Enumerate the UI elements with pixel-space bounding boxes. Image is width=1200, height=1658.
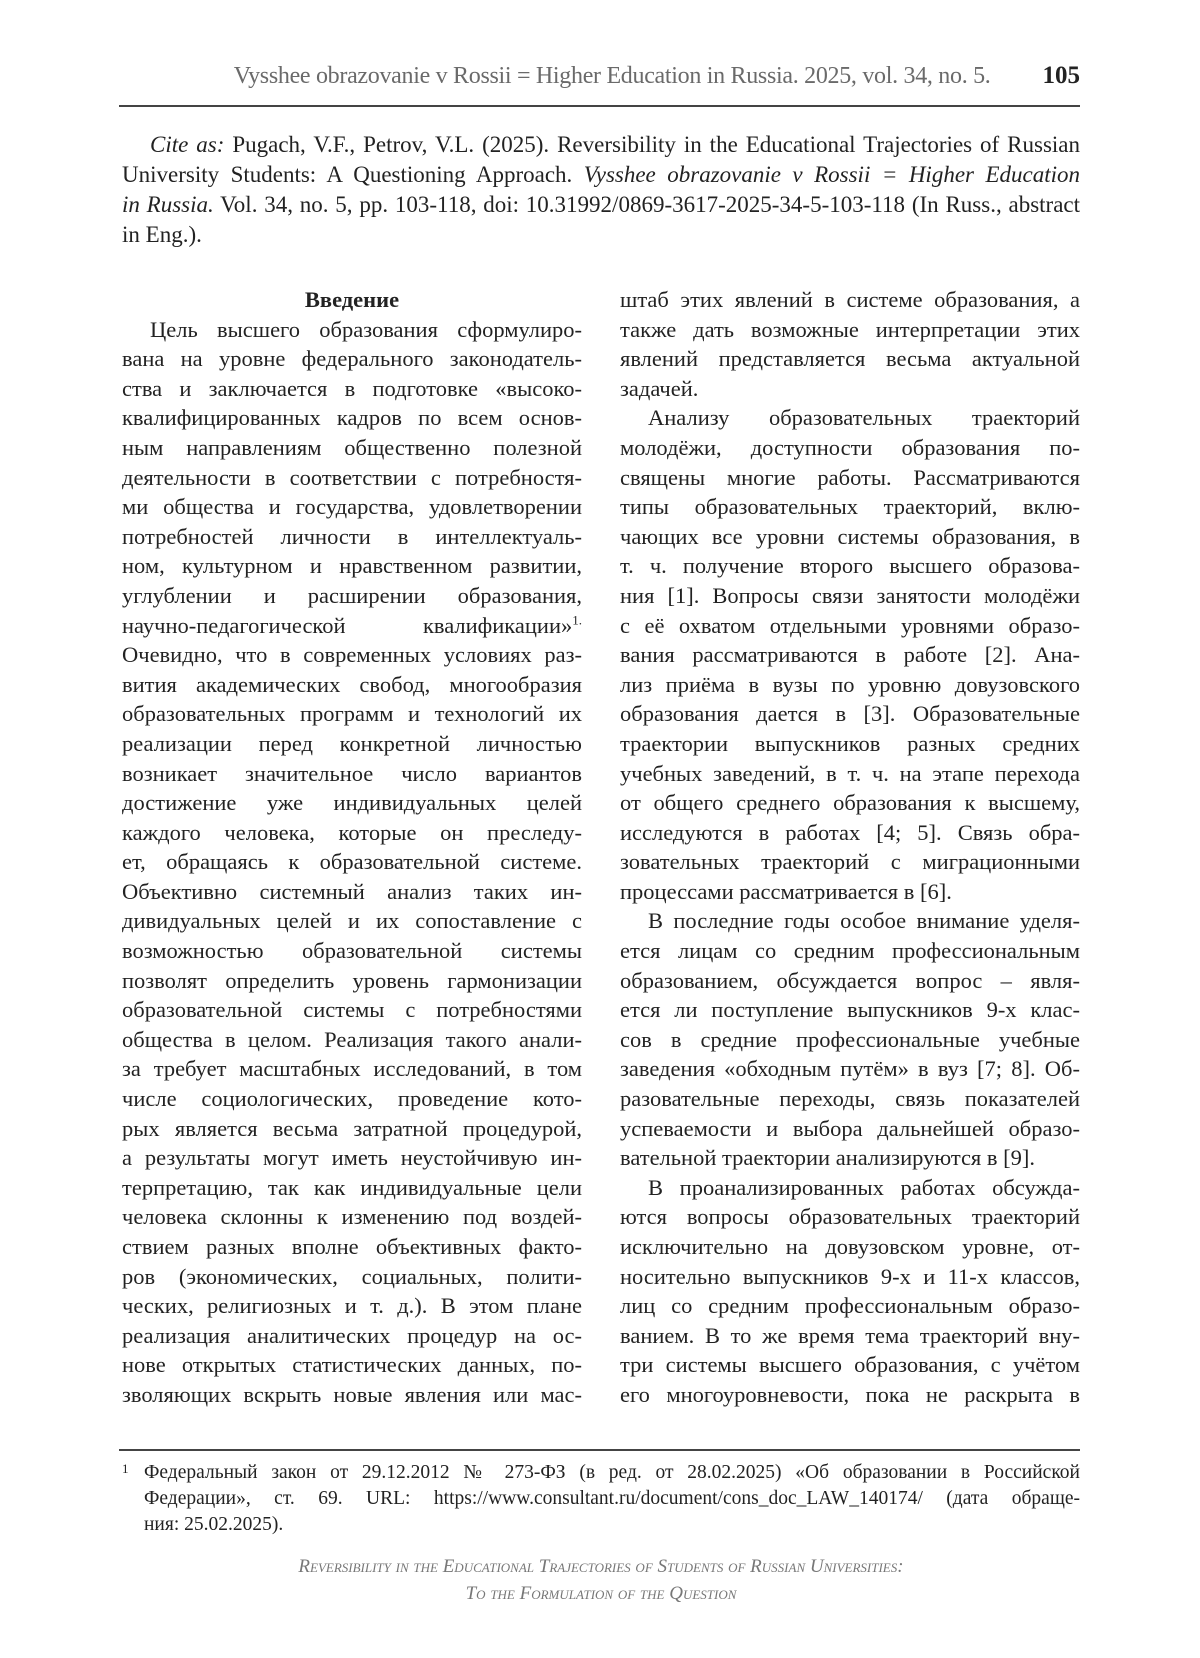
text-line [620,906,1080,936]
citation-journal: Vysshee obrazovanie v Rossii = Higher Education [583,162,1080,187]
line-text: сов в средние профессиональные учебные [620,1026,1080,1052]
footnote-line: ния: 25.02.2025). [144,1514,284,1535]
line-text: с её охватом отдельными уровнями образо- [620,612,1080,638]
footer-title-line: Reversibility in the Educational Trajectories of Students of Russian Universities: [298,1556,904,1577]
line-text: В последние годы особое внимание уделя- [648,908,1080,934]
text-line [122,1291,582,1321]
line-text: задачей. [620,375,699,401]
right-column [620,285,1080,1410]
line-text: от общего среднего образования к высшему, [620,790,1080,816]
text-line [122,699,582,729]
line-text: Объективно системный анализ таких ин- [122,878,582,904]
citation-details: Vol. 34, no. 5, pp. 103-118, doi: 10.31992/0869-3617-2025-34-5-103-118 (In Russ., abstract [213,192,1080,217]
line-text: ет, обращаясь к образовательной системе. [122,849,582,875]
line-text: заведения «обходным путём» в вуз [7; 8]. Об- [620,1056,1080,1082]
line-text: ствием разных вполне объективных факто- [122,1234,582,1259]
line-text: образования дается в [3]. Образовательные [620,701,1080,727]
text-line [620,1054,1080,1084]
footnote-mark: 1 [122,1461,129,1476]
line-text: Очевидно, что в современных условиях раз- [122,642,582,668]
line-text: В проанализированных работах обсужда- [648,1174,1080,1200]
text-line [620,818,1080,848]
line-text: ном, культурном и нравственном развитии, [122,553,582,579]
footnote-reference[interactable]: 1. [572,612,582,628]
line-text: ются вопросы образовательных траекторий [620,1204,1080,1230]
text-line [620,551,1080,581]
line-text: лиз приёма в вузы по уровню довузовского [620,671,1080,697]
citation-journal: in Russia. [122,192,214,217]
citation-line [122,190,1080,220]
line-text: реализации перед конкретной личностью [122,730,582,756]
line-text: ния [1]. Вопросы связи занятости молодёжи [620,582,1080,608]
footnote-text [144,1460,1080,1538]
text-line [620,492,1080,522]
line-text: ства и заключается в подготовке «высоко- [122,375,582,401]
citation-line: in Eng.). [122,222,202,247]
footnote-line: Федерации», ст. 69. URL: https://www.consultant.ru/document/cons_doc_LAW_140174/ (дата обраще- [144,1488,1080,1509]
line-text: за требует масштабных исследований, в том [122,1056,582,1082]
text-line [122,581,582,611]
line-text: три системы высшего образования, с учётом [620,1352,1080,1378]
text-line [122,1143,582,1173]
text-line [122,403,582,433]
text-line [620,1025,1080,1055]
cite-label: Cite as: [150,132,225,157]
text-line [122,818,582,848]
text-line [620,640,1080,670]
text-line [122,906,582,936]
line-text: типы образовательных траекторий, вклю- [620,494,1080,520]
text-line [620,995,1080,1025]
text-line [620,581,1080,611]
text-line [122,995,582,1025]
footer-title-line: To the Formulation of the Question [465,1583,737,1604]
footnote-divider [119,1449,1080,1451]
text-line [122,729,582,759]
text-line [620,729,1080,759]
line-text: исключительно на довузовском уровне, от- [620,1234,1080,1259]
line-text: успеваемости и выбора дальнейшей образо- [620,1115,1080,1141]
line-text: реализация аналитических процедур на ос- [122,1322,582,1348]
text-line [122,374,582,404]
text-line [620,522,1080,552]
text-line [122,877,582,907]
text-line [620,966,1080,996]
text-line [620,788,1080,818]
line-text: вана на уровне федерального законодатель- [122,346,582,372]
line-text: зовательных траекторий с миграционными [620,849,1080,875]
text-line [122,936,582,966]
text-line [620,877,1080,907]
text-line [620,1350,1080,1380]
line-text: потребностей личности в интеллектуаль- [122,523,582,549]
text-line [620,1202,1080,1232]
line-text: рых является весьма затратной процедурой, [122,1115,582,1141]
text-line [620,374,1080,404]
line-text: учебных заведений, в т. ч. на этапе перехода [620,760,1080,786]
text-line [122,315,582,345]
text-line [122,1262,582,1292]
text-line [620,1143,1080,1173]
line-text: священы многие работы. Рассматриваются [620,464,1080,490]
text-line [620,344,1080,374]
text-line [122,1173,582,1203]
text-line [620,759,1080,789]
citation-line [122,130,1080,160]
line-text: чающих все уровни системы образования, в [620,523,1080,549]
article-title-footer [122,1553,1080,1607]
text-line [122,670,582,700]
line-text: ческих, религиозных и т. д.). В этом плане [122,1293,582,1319]
line-text: ным направлениям общественно полезной [122,434,582,460]
line-text: вития академических свобод, многообразия [122,671,582,697]
citation-authors: Pugach, V.F., Petrov, V.L. (2025). Reversibility in the Educational Trajectories of Russian [224,132,1080,157]
text-line [122,1232,582,1262]
line-text: терпретацию, так как индивидуальные цели [122,1174,582,1200]
text-line [620,847,1080,877]
text-line [122,492,582,522]
line-text: траектории выпускников разных средних [620,730,1080,756]
line-text: дивидуальных целей и их сопоставление с [122,908,582,934]
line-text: исследуются в работах [4; 5]. Связь обра- [620,819,1080,845]
text-line [620,403,1080,433]
citation-line [122,160,1080,190]
header-divider [119,105,1080,107]
line-text: лиц со средним профессиональным образо- [620,1293,1080,1319]
text-line [122,788,582,818]
text-line [620,285,1080,315]
line-text: позволят определить уровень гармонизации [122,967,582,993]
text-line [122,344,582,374]
line-text: научно-педагогической квалификации» [122,612,573,638]
text-line [122,1054,582,1084]
text-line [122,1380,582,1410]
line-text: носительно выпускников 9-х и 11-х классов, [620,1263,1080,1289]
line-text: т. ч. получение второго высшего образова- [620,553,1080,579]
line-text: числе социологических, проведение кото- [122,1086,582,1112]
text-line [122,1350,582,1380]
line-text: ется ли поступление выпускников 9-х клас- [620,997,1080,1023]
text-line [620,1114,1080,1144]
line-text: квалифицированных кадров по всем основ- [122,405,582,431]
line-text: деятельности в соответствии с потребностя- [122,464,582,490]
text-line [620,463,1080,493]
text-line [122,522,582,552]
text-line [122,640,582,670]
footnote [122,1460,1080,1538]
text-line [122,1321,582,1351]
text-line [620,699,1080,729]
text-line [122,433,582,463]
page-number: 105 [1042,62,1080,89]
text-line [122,551,582,581]
text-line [122,847,582,877]
line-text: разовательные переходы, связь показателей [620,1086,1080,1112]
line-text: зволяющих вскрыть новые явления или мас- [122,1381,582,1407]
text-line [620,670,1080,700]
line-text: ванием. В то же время тема траекторий вну- [620,1322,1080,1348]
line-text: возникает значительное число вариантов [122,760,582,786]
text-line [620,936,1080,966]
line-text: образовательной системы с потребностями [122,997,582,1023]
text-line [620,1380,1080,1410]
line-text: штаб этих явлений в системе образования, а [620,287,1080,312]
text-line [122,966,582,996]
line-text: общества в целом. Реализация такого анали- [122,1026,582,1052]
text-line [122,463,582,493]
footnote-line: Федеральный закон от 29.12.2012 № 273-ФЗ (в ред. от 28.02.2025) «Об образовании в Российской [144,1462,1080,1483]
line-text: углублении и расширении образования, [122,582,582,608]
text-line [620,1321,1080,1351]
line-text: ров (экономических, социальных, полити- [122,1263,582,1289]
text-line [620,315,1080,345]
line-text: вания рассматриваются в работе [2]. Ана- [620,642,1080,668]
text-line [620,433,1080,463]
line-text: также дать возможные интерпретации этих [620,316,1080,342]
section-heading: Введение [304,287,400,312]
text-line [122,1025,582,1055]
line-text: явлений представляется весьма актуальной [620,346,1080,372]
line-text: его многоуровневости, пока не раскрыта в [620,1381,1080,1407]
text-line [122,1084,582,1114]
line-text: вательной траектории анализируются в [9]. [620,1145,1036,1171]
line-text: молодёжи, доступности образования по- [620,434,1080,460]
text-line [620,1262,1080,1292]
running-head [122,62,1080,94]
citation-title: University Students: A Questioning Approach. [122,162,584,187]
left-column [122,285,582,1410]
line-text: образовательных программ и технологий их [122,701,582,727]
text-line [122,1202,582,1232]
line-text: Цель высшего образования сформулиро- [150,316,582,342]
line-text: достижение уже индивидуальных целей [122,790,582,816]
line-text: ми общества и государства, удовлетворении [122,494,582,520]
text-line [620,1291,1080,1321]
line-text: возможностью образовательной системы [122,938,582,964]
line-text: Анализу образовательных траекторий [648,405,1080,431]
text-line [620,1232,1080,1262]
line-text: процессами рассматривается в [6]. [620,878,952,904]
line-text: образованием, обсуждается вопрос – явля- [620,967,1080,993]
line-text: нове открытых статистических данных, по- [122,1352,582,1378]
text-line [122,1114,582,1144]
text-line [620,611,1080,641]
text-line [620,1173,1080,1203]
text-line [122,759,582,789]
line-text: каждого человека, которые он преследу- [122,819,582,845]
line-text: человека склонны к изменению под воздей- [122,1204,582,1230]
line-text: а результаты могут иметь неустойчивую ин- [122,1145,582,1171]
citation-block [122,130,1080,250]
journal-running-title: Vysshee obrazovanie v Rossii = Higher Education in Russia. 2025, vol. 34, no. 5. [233,63,991,89]
text-line [620,1084,1080,1114]
text-line [122,611,582,641]
line-text: ется лицам со средним профессиональным [620,938,1080,964]
